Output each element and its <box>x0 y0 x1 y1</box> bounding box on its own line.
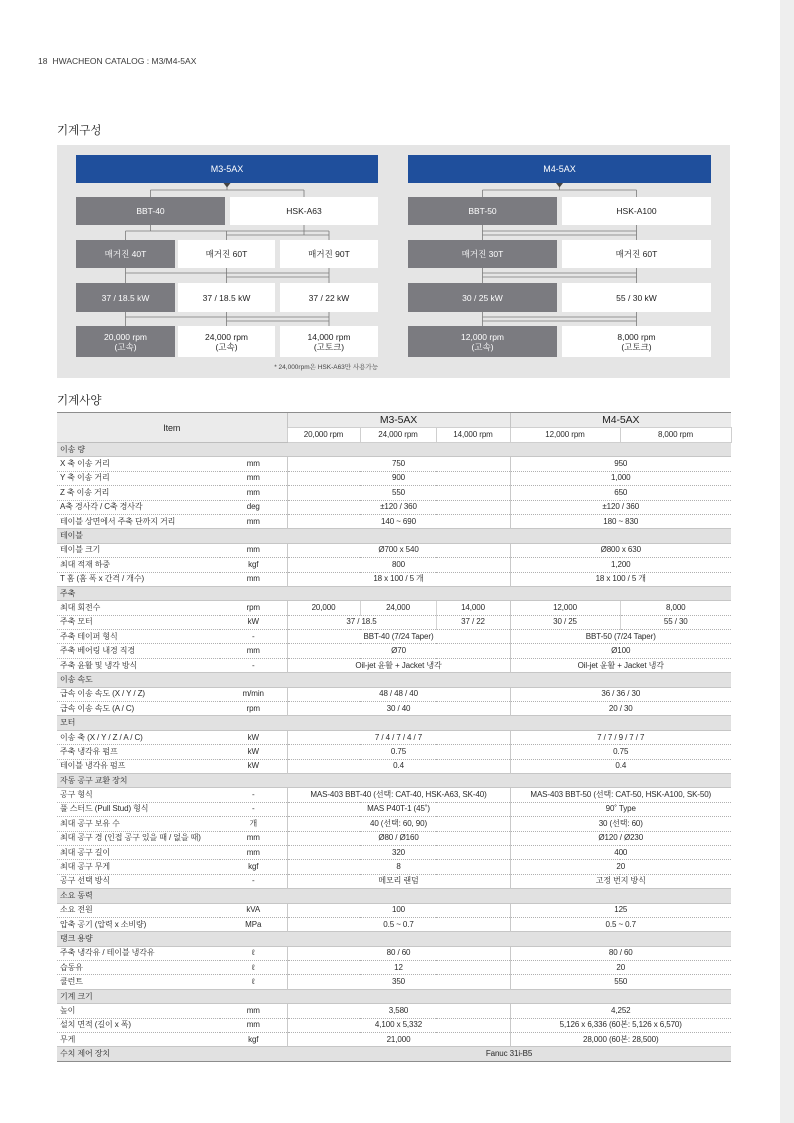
spec-value-m4: 30 (선택: 60) <box>510 817 731 831</box>
spec-value-m3: Ø70 <box>287 644 510 658</box>
spec-item-label: 최대 공구 보유 수 <box>57 817 220 831</box>
spec-item-label: 최대 공구 길이 <box>57 845 220 859</box>
model-column-header-m4: M4-5AX <box>510 413 731 428</box>
spec-value-m4: 12,000 <box>510 601 620 615</box>
spec-section-row <box>57 773 731 787</box>
speed-type: (고속) <box>215 341 238 352</box>
spec-value-m4: 20 <box>510 860 731 874</box>
spec-value-m3: 550 <box>287 486 510 500</box>
spec-value-m4: 80 / 60 <box>510 946 731 960</box>
spec-row <box>57 457 731 471</box>
spec-row <box>57 975 731 989</box>
spec-value-m3: 30 / 40 <box>287 702 510 716</box>
spec-item-label: 최대 공구 경 (인접 공구 있을 때 / 없을 때) <box>57 831 220 845</box>
spec-value-m3: 14,000 <box>436 601 510 615</box>
spec-value-m4: 28,000 (60본: 28,500) <box>510 1033 731 1047</box>
spec-unit: ℓ <box>220 961 287 975</box>
spec-unit: - <box>220 802 287 816</box>
spec-section-title: 모터 <box>57 716 731 730</box>
spec-row <box>57 615 731 629</box>
speed-option <box>280 326 378 357</box>
spec-item-label: 급속 이송 속도 (A / C) <box>57 702 220 716</box>
spec-value-m3: 12 <box>287 961 510 975</box>
spec-unit: mm <box>220 457 287 471</box>
spec-unit: - <box>220 630 287 644</box>
spec-value-m3: 21,000 <box>287 1033 510 1047</box>
spec-value-m3: Ø80 / Ø160 <box>287 831 510 845</box>
spindle-option: HSK-A100 <box>562 197 711 225</box>
spec-value-m3: 18 x 100 / 5 개 <box>287 572 510 586</box>
spec-value-m4: 5,126 x 6,336 (60본: 5,126 x 6,570) <box>510 1018 731 1032</box>
spec-unit: kW <box>220 759 287 773</box>
spec-value-m4: 125 <box>510 903 731 917</box>
model-column-header-m3: M3-5AX <box>287 413 510 428</box>
magazine-option: 매거진 30T <box>408 240 557 268</box>
speed-option <box>76 326 175 357</box>
speed-type: (고속) <box>114 341 137 352</box>
spec-section-row <box>57 673 731 687</box>
spec-item-label: 급속 이송 속도 (X / Y / Z) <box>57 687 220 701</box>
spec-unit: kgf <box>220 558 287 572</box>
speed-option <box>562 326 711 357</box>
spec-unit: mm <box>220 1018 287 1032</box>
spec-item-label: 최대 공구 무게 <box>57 860 220 874</box>
magazine-option: 매거진 60T <box>562 240 711 268</box>
spec-section-title: 자동 공구 교환 장치 <box>57 773 731 787</box>
spec-value-m3: 80 / 60 <box>287 946 510 960</box>
spec-unit: mm <box>220 845 287 859</box>
spec-item-label: 최대 회전수 <box>57 601 220 615</box>
arrow-down-icon <box>224 183 231 188</box>
spec-value-m4: 1,000 <box>510 471 731 485</box>
spec-section-title: 이송 속도 <box>57 673 731 687</box>
specifications-table <box>57 412 732 1062</box>
spec-section-title: 소요 동력 <box>57 889 731 903</box>
spec-unit: kW <box>220 745 287 759</box>
spec-item-label: 주축 냉각유 / 테이블 냉각유 <box>57 946 220 960</box>
speed-rpm: 20,000 rpm <box>104 331 147 342</box>
speed-type: (고토크) <box>313 341 345 352</box>
spec-unit: 개 <box>220 817 287 831</box>
spec-item-label: 이송 축 (X / Y / Z / A / C) <box>57 730 220 744</box>
spec-row <box>57 845 731 859</box>
spec-value-m4: 30 / 25 <box>510 615 620 629</box>
spec-item-label: A축 경사각 / C축 경사각 <box>57 500 220 514</box>
spec-unit: - <box>220 874 287 888</box>
speed-type: (고토크) <box>621 341 652 352</box>
spec-value-m3: 750 <box>287 457 510 471</box>
spec-section-title: 탱크 용량 <box>57 932 731 946</box>
spec-value-m4: 0.5 ~ 0.7 <box>510 917 731 931</box>
spec-value-m4: 0.4 <box>510 759 731 773</box>
spec-item-label: 테이블 상면에서 주축 단까지 거리 <box>57 514 220 528</box>
nc-value: Fanuc 31i-B5 <box>287 1047 731 1061</box>
rpm-column-header: 24,000 rpm <box>360 428 436 443</box>
spec-value-m4: 400 <box>510 845 731 859</box>
spec-value-m3: 48 / 48 / 40 <box>287 687 510 701</box>
spec-row <box>57 903 731 917</box>
catalog-title: HWACHEON CATALOG : M3/M4-5AX <box>52 56 197 66</box>
spec-value-m4: 7 / 7 / 9 / 7 / 7 <box>510 730 731 744</box>
spec-item-label: 설치 면적 (길이 x 폭) <box>57 1018 220 1032</box>
speed-rpm: 8,000 rpm <box>617 331 656 342</box>
spec-item-label: Z 축 이송 거리 <box>57 486 220 500</box>
table-header-row <box>57 413 731 428</box>
page-number: 18 <box>38 56 48 66</box>
rpm-column-header: 14,000 rpm <box>436 428 510 443</box>
configuration-title: 기계구성 <box>57 125 102 137</box>
spec-value-m3: 20,000 <box>287 601 360 615</box>
motor-option: 55 / 30 kW <box>562 283 711 312</box>
spec-value-m3: 24,000 <box>360 601 436 615</box>
spec-row <box>57 514 731 528</box>
spec-row <box>57 817 731 831</box>
spec-value-m3: 140 ~ 690 <box>287 514 510 528</box>
nc-row <box>57 1047 731 1061</box>
spec-value-m4: 4,252 <box>510 1004 731 1018</box>
spec-row <box>57 1033 731 1047</box>
spec-row <box>57 572 731 586</box>
spec-unit: m/min <box>220 687 287 701</box>
spec-value-m3: ±120 / 360 <box>287 500 510 514</box>
spindle-option: HSK-A63 <box>230 197 378 225</box>
running-header <box>38 56 196 66</box>
spec-item-label: 주축 윤활 및 냉각 방식 <box>57 658 220 672</box>
spindle-option: BBT-40 <box>76 197 225 225</box>
spec-value-m4: 18 x 100 / 5 개 <box>510 572 731 586</box>
spec-unit: kgf <box>220 1033 287 1047</box>
spec-value-m4: 0.75 <box>510 745 731 759</box>
spec-row <box>57 644 731 658</box>
spec-value-m3: 800 <box>287 558 510 572</box>
spec-section-row <box>57 989 731 1003</box>
rpm-column-header: 8,000 rpm <box>620 428 731 443</box>
spec-row <box>57 687 731 701</box>
speed-rpm: 24,000 rpm <box>205 331 248 342</box>
speed-option <box>408 326 557 357</box>
spec-value-m4: 950 <box>510 457 731 471</box>
spec-value-m4: Ø800 x 630 <box>510 543 731 557</box>
spec-unit: kW <box>220 730 287 744</box>
spec-unit: mm <box>220 572 287 586</box>
magazine-option: 매거진 60T <box>178 240 275 268</box>
rpm-column-header: 20,000 rpm <box>287 428 360 443</box>
spec-value-m3: 4,100 x 5,332 <box>287 1018 510 1032</box>
spec-item-label: 주축 냉각유 펌프 <box>57 745 220 759</box>
spec-unit: - <box>220 788 287 802</box>
spec-row <box>57 543 731 557</box>
spec-value-m4: ±120 / 360 <box>510 500 731 514</box>
spec-value-m4: 고정 번지 방식 <box>510 874 731 888</box>
item-column-header: Item <box>57 413 287 443</box>
spec-item-label: 높이 <box>57 1004 220 1018</box>
rpm-column-header: 12,000 rpm <box>510 428 620 443</box>
spec-section-row <box>57 529 731 543</box>
spec-item-label: 습동유 <box>57 961 220 975</box>
arrow-down-icon <box>556 183 563 188</box>
spec-value-m3: 40 (선택: 60, 90) <box>287 817 510 831</box>
spec-row <box>57 500 731 514</box>
magazine-option: 매거진 90T <box>280 240 378 268</box>
spec-row <box>57 802 731 816</box>
spec-value-m3: Ø700 x 540 <box>287 543 510 557</box>
specifications-title: 기계사양 <box>57 395 102 407</box>
spec-value-m3: 320 <box>287 845 510 859</box>
spec-item-label: 풀 스터드 (Pull Stud) 형식 <box>57 802 220 816</box>
spec-value-m3: 350 <box>287 975 510 989</box>
spec-unit: mm <box>220 471 287 485</box>
spec-section-title: 이송 량 <box>57 443 731 457</box>
spec-section-row <box>57 716 731 730</box>
spec-row <box>57 658 731 672</box>
spec-value-m3: 7 / 4 / 7 / 4 / 7 <box>287 730 510 744</box>
spec-item-label: Y 축 이송 거리 <box>57 471 220 485</box>
spec-value-m3: 37 / 18.5 <box>287 615 436 629</box>
spec-item-label: 쿨런트 <box>57 975 220 989</box>
magazine-option: 매거진 40T <box>76 240 175 268</box>
spec-row <box>57 788 731 802</box>
spec-item-label: 주축 모터 <box>57 615 220 629</box>
spec-value-m3: 8 <box>287 860 510 874</box>
spec-row <box>57 702 731 716</box>
spec-item-label: 최대 적재 하중 <box>57 558 220 572</box>
spec-row <box>57 917 731 931</box>
spec-item-label: 테이블 크기 <box>57 543 220 557</box>
motor-option: 37 / 18.5 kW <box>76 283 175 312</box>
spec-unit: mm <box>220 486 287 500</box>
specifications-body <box>57 443 731 1047</box>
spec-row <box>57 1004 731 1018</box>
spec-row <box>57 1018 731 1032</box>
spec-item-label: X 축 이송 거리 <box>57 457 220 471</box>
spec-unit: ℓ <box>220 975 287 989</box>
speed-option <box>178 326 275 357</box>
spec-value-m3: MAS P40T-1 (45˚) <box>287 802 510 816</box>
spec-item-label: 소요 전원 <box>57 903 220 917</box>
spec-value-m4: 36 / 36 / 30 <box>510 687 731 701</box>
spec-unit: kgf <box>220 860 287 874</box>
spec-section-title: 주축 <box>57 586 731 600</box>
speed-rpm: 14,000 rpm <box>307 331 351 342</box>
spec-section-row <box>57 586 731 600</box>
spec-row <box>57 831 731 845</box>
spec-value-m3: BBT-40 (7/24 Taper) <box>287 630 510 644</box>
spec-section-row <box>57 932 731 946</box>
spec-unit: deg <box>220 500 287 514</box>
spec-unit: MPa <box>220 917 287 931</box>
spec-row <box>57 759 731 773</box>
spec-row <box>57 730 731 744</box>
spec-unit: - <box>220 658 287 672</box>
spec-value-m3: MAS-403 BBT-40 (선택: CAT-40, HSK-A63, SK-40) <box>287 788 510 802</box>
model-header-m4: M4-5AX <box>408 155 711 183</box>
spec-item-label: 압축 공기 (압력 x 소비량) <box>57 917 220 931</box>
spec-value-m3: Oil-jet 윤활 + Jacket 냉각 <box>287 658 510 672</box>
spec-section-row <box>57 889 731 903</box>
spec-value-m3: 900 <box>287 471 510 485</box>
spec-value-m4: 90˚ Type <box>510 802 731 816</box>
spec-item-label: T 홈 (홈 폭 x 간격 / 개수) <box>57 572 220 586</box>
spec-value-m4: Ø120 / Ø230 <box>510 831 731 845</box>
spec-value-m3: 3,580 <box>287 1004 510 1018</box>
spec-row <box>57 601 731 615</box>
spec-value-m4: 55 / 30 <box>620 615 731 629</box>
spec-value-m3: 0.4 <box>287 759 510 773</box>
spec-item-label: 테이블 냉각유 펌프 <box>57 759 220 773</box>
spec-section-title: 기계 크기 <box>57 989 731 1003</box>
spec-value-m3: 메모리 랜덤 <box>287 874 510 888</box>
spec-value-m3: 0.5 ~ 0.7 <box>287 917 510 931</box>
motor-option: 30 / 25 kW <box>408 283 557 312</box>
spec-row <box>57 946 731 960</box>
configuration-note: * 24,000rpm은 HSK-A63만 사용가능 <box>274 364 378 371</box>
spec-unit: kW <box>220 615 287 629</box>
spec-value-m3: 37 / 22 <box>436 615 510 629</box>
spec-section-title: 테이블 <box>57 529 731 543</box>
motor-option: 37 / 22 kW <box>280 283 378 312</box>
spec-value-m3: 100 <box>287 903 510 917</box>
spec-value-m4: 1,200 <box>510 558 731 572</box>
spec-value-m4: 650 <box>510 486 731 500</box>
spindle-option: BBT-50 <box>408 197 557 225</box>
spec-value-m4: 180 ~ 830 <box>510 514 731 528</box>
spec-value-m4: BBT-50 (7/24 Taper) <box>510 630 731 644</box>
spec-row <box>57 860 731 874</box>
spec-unit: mm <box>220 543 287 557</box>
spec-section-row <box>57 443 731 457</box>
spec-row <box>57 471 731 485</box>
spec-value-m4: Ø100 <box>510 644 731 658</box>
model-header-m3: M3-5AX <box>76 155 378 183</box>
spec-unit: mm <box>220 644 287 658</box>
spec-row <box>57 961 731 975</box>
spec-value-m4: 550 <box>510 975 731 989</box>
spec-item-label: 공구 형식 <box>57 788 220 802</box>
spec-unit: ℓ <box>220 946 287 960</box>
spec-item-label: 무게 <box>57 1033 220 1047</box>
spec-unit: rpm <box>220 601 287 615</box>
motor-option: 37 / 18.5 kW <box>178 283 275 312</box>
nc-label: 수치 제어 장치 <box>57 1047 287 1061</box>
spec-value-m4: 20 / 30 <box>510 702 731 716</box>
spec-unit: rpm <box>220 702 287 716</box>
spec-value-m4: MAS-403 BBT-50 (선택: CAT-50, HSK-A100, SK-50) <box>510 788 731 802</box>
spec-row <box>57 874 731 888</box>
spec-unit: mm <box>220 514 287 528</box>
spec-unit: mm <box>220 831 287 845</box>
configuration-diagram <box>57 145 730 378</box>
page-edge-strip <box>780 0 794 1123</box>
spec-row <box>57 558 731 572</box>
spec-value-m4: 8,000 <box>620 601 731 615</box>
spec-row <box>57 486 731 500</box>
spec-item-label: 주축 테이퍼 형식 <box>57 630 220 644</box>
spec-value-m4: Oil-jet 윤활 + Jacket 냉각 <box>510 658 731 672</box>
speed-rpm: 12,000 rpm <box>461 331 504 342</box>
spec-row <box>57 745 731 759</box>
spec-value-m3: 0.75 <box>287 745 510 759</box>
speed-type: (고속) <box>471 341 494 352</box>
spec-unit: mm <box>220 1004 287 1018</box>
spec-unit: kVA <box>220 903 287 917</box>
spec-item-label: 주축 베어링 내경 직경 <box>57 644 220 658</box>
spec-value-m4: 20 <box>510 961 731 975</box>
spec-row <box>57 630 731 644</box>
spec-item-label: 공구 선택 방식 <box>57 874 220 888</box>
